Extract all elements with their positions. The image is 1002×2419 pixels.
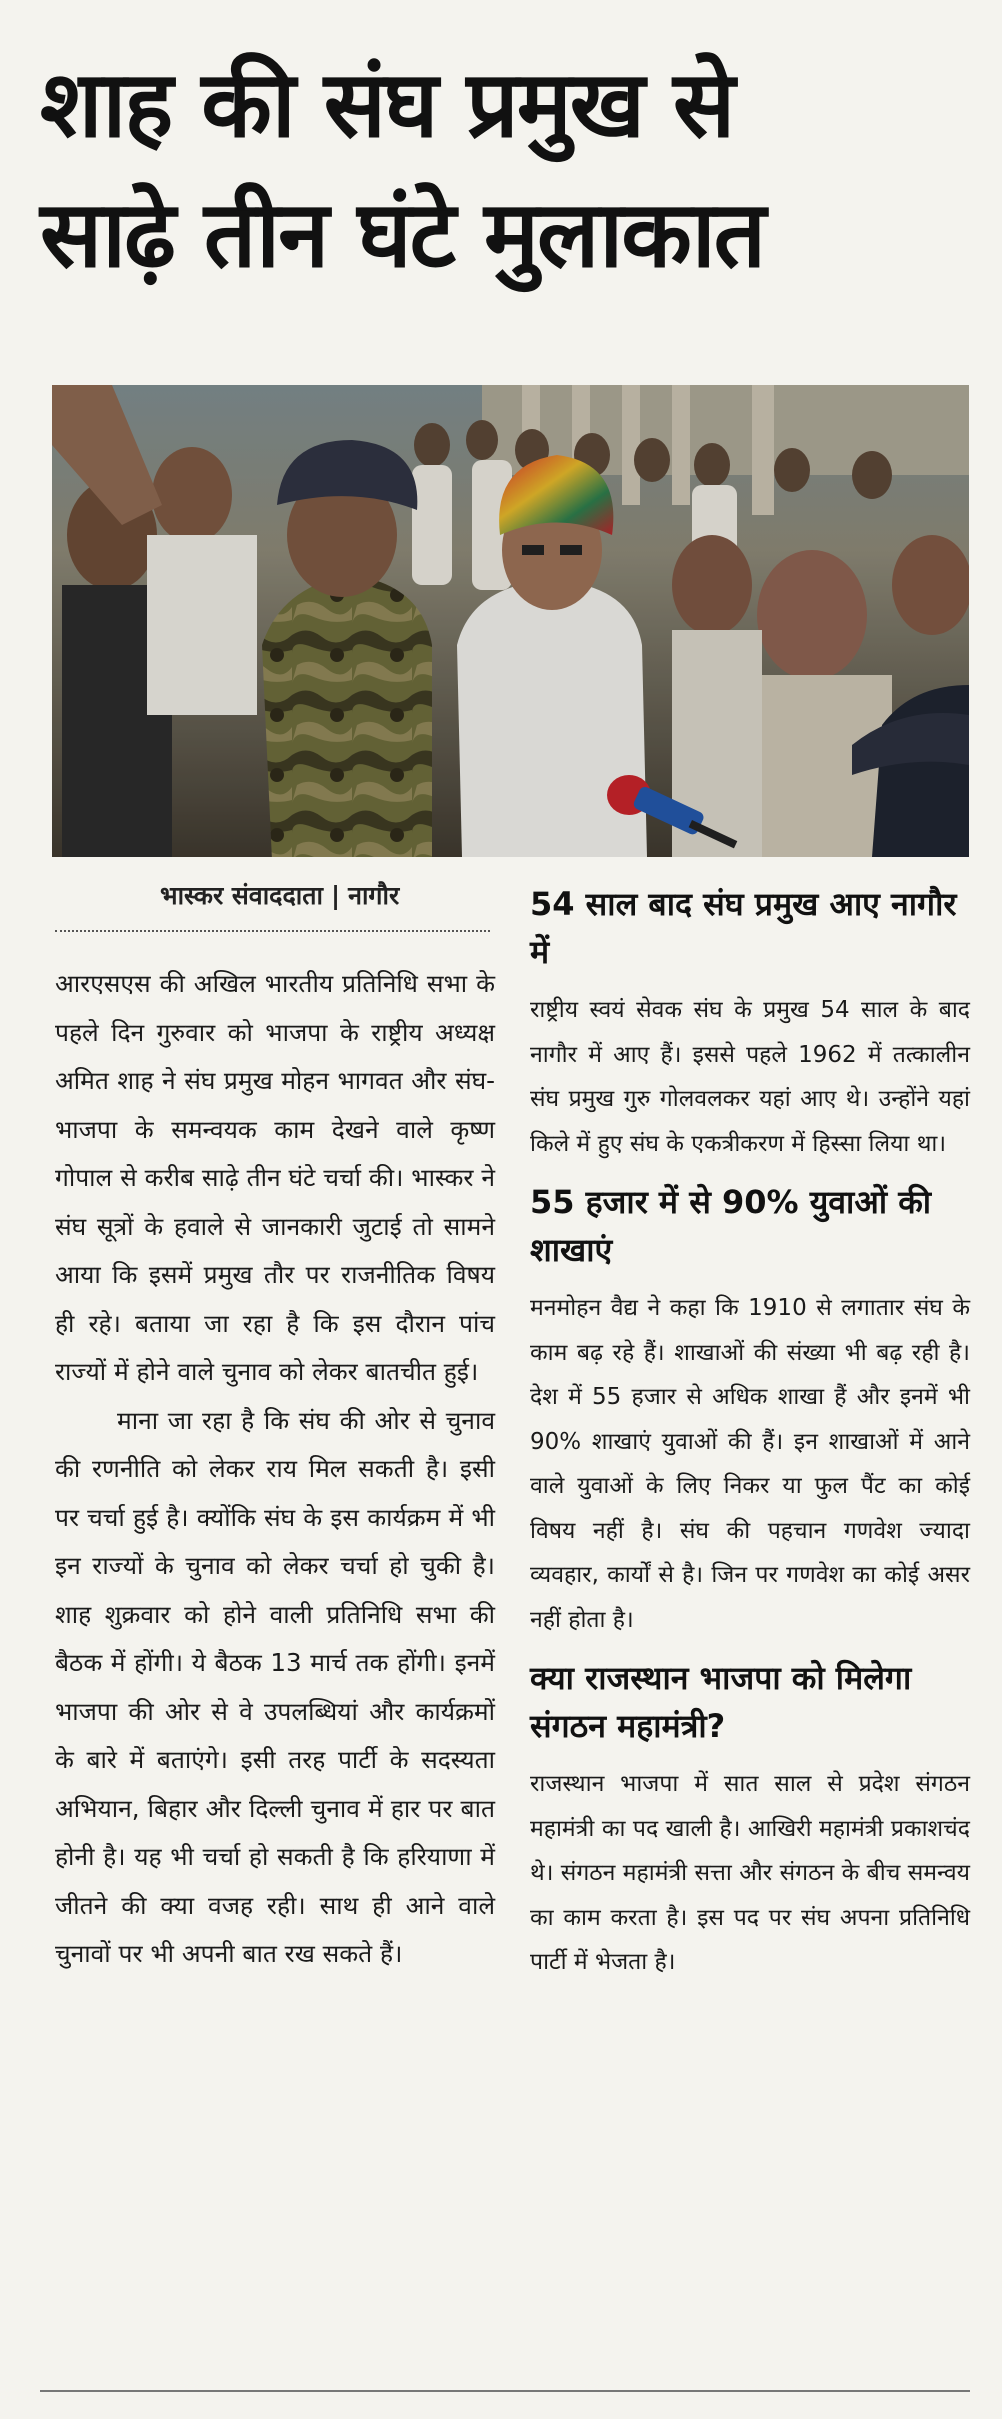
- news-photo: [52, 385, 969, 857]
- headline: [40, 40, 970, 300]
- section-heading-sangh-pramukh: 54 साल बाद संघ प्रमुख आए नागौर में: [530, 885, 957, 971]
- byline-reporter: भास्कर संवाददाता: [160, 881, 323, 910]
- section-heading-shakhas: 55 हजार में से 90% युवाओं की शाखाएं: [530, 1183, 932, 1269]
- section-body-sangh-pramukh: राष्ट्रीय स्वयं सेवक संघ के प्रमुख 54 साल के बाद नागौर में आए हैं। इससे पहले 1962 में तत्कालीन संघ प्रमुख गुरु गोलवलकर यहां आए थे। उन्होंने यहां किले में हुए संघ के एकत्रीकरण में हिस्सा लिया था।: [530, 997, 970, 1157]
- main-article-paragraph-2: माना जा रहा है कि संघ की ओर से चुनाव की रणनीति को लेकर राय मिल सकती है। इसी पर चर्चा हुई है। क्योंकि संघ के इस कार्यक्रम में भी इन राज्यों के चुनाव को लेकर चर्चा हो चुकी है। शाह शुक्रवार को होने वाली प्रतिनिधि सभा की बैठक में होंगी। ये बैठक 13 मार्च तक होंगी। इनमें भाजपा की ओर से वे उपलब्धियां और कार्यक्रमों के बारे में बताएंगे। इसी तरह पार्टी के सदस्यता अभियान, बिहार और दिल्ली चुनाव में हार पर बात होनी है। यह भी चर्चा हो सकती है कि हरियाणा में जीतने की क्या वजह रही। साथ ही आने वाले चुनावों पर भी अपनी बात रख सकते हैं।: [55, 1405, 495, 1968]
- section-heading-sangathan-mahamantri: क्या राजस्थान भाजपा को मिलेगा संगठन महामंत्री?: [530, 1659, 912, 1745]
- byline-separator: |: [330, 881, 341, 910]
- main-article: [55, 960, 495, 1979]
- headline-line-1: शाह की संघ प्रमुख से: [40, 51, 734, 158]
- byline-divider: [55, 930, 490, 932]
- byline-city: नागौर: [348, 881, 400, 910]
- sidebar-column: [530, 880, 970, 1997]
- headline-line-2: साढ़े तीन घंटे मुलाकात: [40, 181, 765, 288]
- section-body-sangathan-mahamantri: राजस्थान भाजपा में सात साल से प्रदेश संगठन महामंत्री का पद खाली है। आखिरी महामंत्री प्रकाशचंद थे। संगठन महामंत्री सत्ता और संगठन के बीच समन्वय का काम करता है। इस पद पर संघ अपना प्रतिनिधि पार्टी में भेजता है।: [530, 1771, 970, 1975]
- section-body-shakhas: मनमोहन वैद्य ने कहा कि 1910 से लगातार संघ के काम बढ़ रहे हैं। शाखाओं की संख्या भी बढ़ रही है। देश में 55 हजार से अधिक शाखा हैं और इनमें भी 90% शाखाएं युवाओं की हैं। इन शाखाओं में आने वाले युवाओं के लिए निकर या फुल पैंट का कोई विषय नहीं है। संघ की पहचान गणवेश ज्यादा व्यवहार, कार्यों से है। जिन पर गणवेश का कोई असर नहीं होता है।: [530, 1295, 970, 1633]
- main-article-paragraph-1: आरएसएस की अखिल भारतीय प्रतिनिधि सभा के पहले दिन गुरुवार को भाजपा के राष्ट्रीय अध्यक्ष अमित शाह ने संघ प्रमुख मोहन भागवत और संघ-भाजपा के समन्वयक काम देखने वाले कृष्ण गोपाल से करीब साढ़े तीन घंटे चर्चा की। भास्कर ने संघ सूत्रों के हवाले से जानकारी जुटाई तो सामने आया कि इसमें प्रमुख तौर पर राजनीतिक विषय ही रहे। बताया जा रहा है कि इस दौरान पांच राज्यों में होने वाले चुनाव को लेकर बातचीत हुई।: [55, 969, 495, 1386]
- bottom-border: [40, 2390, 970, 2392]
- crowd-photo-illustration: [52, 385, 969, 857]
- byline: [160, 878, 490, 912]
